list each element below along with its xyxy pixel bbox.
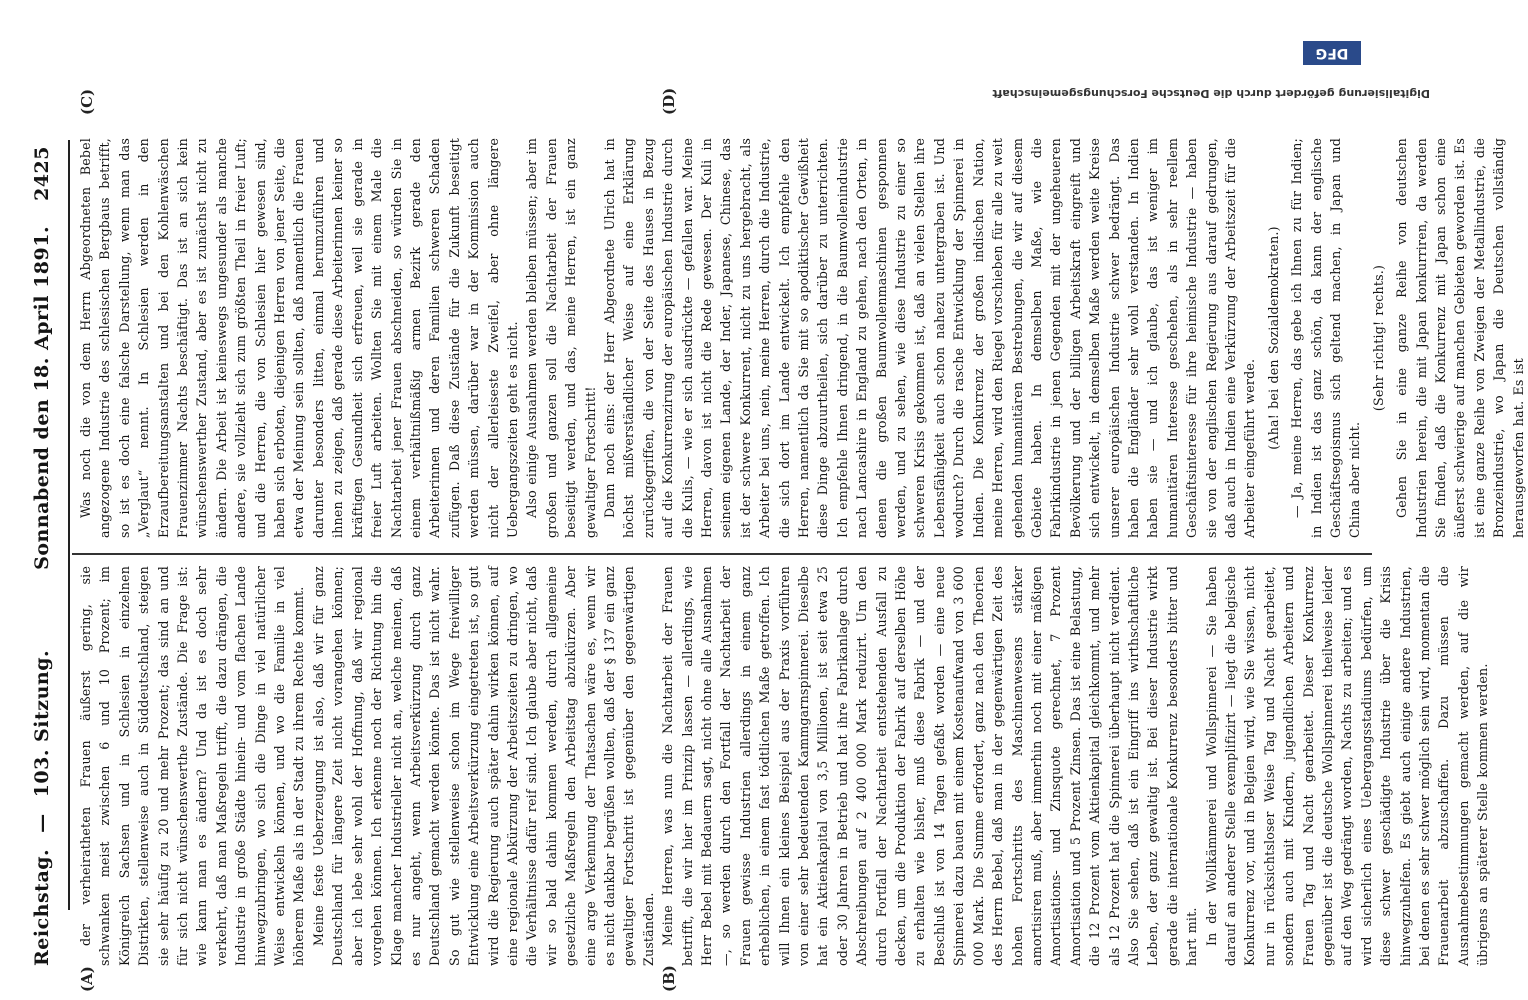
paragraph: der verheiratheten Frauen äußerst gering, sie schwanken meist zwischen 6 und 10 Prozent; im Königreich Sachsen und in Schlesien in einzelnen Distrikten, stellenweise auch in Süddeutschland, steigen sie sehr häufig zu 20 und mehr Prozent; das sind an und für sich nicht wünschenswerthe Zustände. Die Frage ist: wie kann man es ändern? Und da ist es doch sehr verkehrt, daß man Maßregeln trifft, die dazu drängen, die Industrie in große Städte hinein- und vom flachen Lande hinwegzubringen, wo sich die Dinge in viel natürlicher Weise entwickeln können, und wo die Familie in viel höherem Maße als in der Stadt zu ihrem Rechte kommt.	[78, 566, 307, 966]
dfg-logo: DFG	[1303, 41, 1361, 65]
interjection: (Aha! bei den Sozialdemokraten.)	[1265, 226, 1281, 450]
right-text-column	[76, 137, 1526, 538]
paragraph: Gehen Sie in eine ganze Reihe von deutschen Industrien herein, die mit Japan konkurriren, da werden Sie finden, daß die Konkurrenz mit Japan schon eine äußerst schwierige auf manchen Gebieten geworden ist. Es ist eine ganze Reihe von Zweigen der Metallindustrie, die Bronzeindustrie, wo Japan die Deutschen vollständig herausgeworfen hat. Es ist	[1394, 138, 1526, 538]
margin-marker-c: (C)	[78, 88, 96, 115]
header-separator: —	[31, 813, 53, 833]
header-rule	[68, 140, 70, 910]
page-header	[22, 146, 62, 966]
paragraph: Meine feste Ueberzeugung ist also, daß wir für ganz Deutschland für längere Zeit nicht vorangehen können; aber ich lebe sehr wohl der Hoffnung, daß wir regional vorgehen können. Ich erkenne noch der Richtung hin die Klage mancher Industrieller nicht an, welche meinen, daß es nur angeht, wenn Arbeitsverkürzung durch ganz Deutschland gemacht werden könnte. Das ist nicht wahr. So gut wie stellenweise schon im Wege freiwilliger Entwicklung eine Arbeitsverkürzung eingetreten ist, so gut wird die Regierung auch später dahin wirken können, auf eine regionale Abkürzung der Arbeitszeiten zu dringen, wo die Verhältnisse dafür reif sind. Ich glaube aber nicht, daß wir so bald dahin kommen werden, durch allgemeine gesetzliche Maßregeln den Arbeitstag abzukürzen. Aber eine arge Verkennung der Thatsachen wäre es, wenn wir es nicht dankbar begrüßen wollten, daß der § 137 ein ganz gewaltiger Fortschritt ist gegenüber den gegenwärtigen Zuständen.	[310, 566, 656, 966]
margin-marker-a: (A)	[78, 966, 96, 992]
interjection: (Sehr richtig! rechts.)	[1370, 264, 1386, 412]
paragraph: Also einige Ausnahmen werden bleiben müssen; aber im großen und ganzen soll die Nachtarbeit der Frauen beseitigt werden, und das, meine Herren, ist ein ganz gewaltiger Fortschritt!	[524, 138, 598, 538]
paragraph: — Ja, meine Herren, das gebe ich Ihnen zu für Indien; in Indien ist das ganz schön, da kann der englische Geschäftsegoismus sich geltend machen, in Japan und China aber nicht.	[1289, 138, 1363, 538]
left-text-column	[76, 566, 1491, 966]
margin-marker-d: (D)	[660, 87, 678, 115]
header-session: 103. Sitzung.	[31, 649, 53, 798]
header-date: Sonnabend den 18. April 1891.	[31, 225, 53, 570]
paragraph: In der Wollkämmerei und Wollspinnerei — Sie haben darauf an anderer Stelle exemplifizirt — liegt die belgische Konkurrenz vor, und in Belgien wird, wie Sie wissen, nicht nur in rücksichtsloser Weise Tag und Nacht gearbeitet, sondern auch mit Kindern, jugendlichen Arbeitern und Frauen Tag und Nacht gearbeitet. Dieser Konkurrenz gegenüber ist die deutsche Wollspinnerei theilweise leider auf den Weg gedrängt worden, Nachts zu arbeiten; und es wird sicherlich eines Uebergangsstadiums bedürfen, um diese schwer geschädigte Industrie über die Krisis hinwegzuhelfen. Es giebt auch einige andere Industrien, bei denen es sehr schwer möglich sein wird, momentan die Frauenarbeit abzuschaffen. Dazu müssen die Ausnahmebestimmungen gemacht werden, auf die wir übrigens an späterer Stelle kommen werden.	[1203, 566, 1491, 966]
digitization-credit: Digitalisierung gefördert durch die Deutsche Forschungsgemeinschaft	[992, 87, 1430, 100]
header-page-number: 2425	[31, 146, 53, 201]
margin-marker-b: (B)	[660, 965, 678, 992]
paragraph: Dann noch eins: der Herr Abgeordnete Ulrich hat in höchst mißverständlicher Weise auf eine Erklärung zurückgegriffen, die von der Seite des Hauses in Bezug auf die Konkurrenzirung der europäischen Industrie durch die Kulis, — wie er sich ausdrückte — gefallen war. Meine Herren, davon ist nicht die Rede gewesen. Der Kuli in seinem eigenen Lande, der Inder, Japanese, Chinese, das ist der schwere Konkurrent, nicht zu uns hergebracht, als Arbeiter bei uns, nein, meine Herren, durch die Industrie, die sich dort im Lande entwickelt. Ich empfehle den Herren, namentlich da Sie mit so apodiktischer Gewißheit diese Dinge abzuurtheilen, sich darüber zu unterrichten. Ich empfehle Ihnen dringend, in die Baumwollenindustrie nach Lancashire in England zu gehen, nach den Orten, in denen die großen Baumwollenmaschinen gesponnen werden, und zu sehen, wie diese Industrie zu einer so schweren Krisis gekommen ist, daß an vielen Stellen ihre Lebensfähigkeit auch schon nahezu untergraben ist. Und wodurch? Durch die rasche Entwicklung der Spinnerei in Indien. Die Konkurrenz der großen indischen Nation, meine Herren, wird den Riegel vorschieben für alle zu weit gehenden humanitären Bestrebungen, die wir auf diesem Gebiete haben. In demselben Maße, wie die Fabrikindustrie in jenen Gegenden mit der ungeheueren Bevölkerung und der billigen Arbeitskraft eingreift und sich entwickelt, in demselben Maße werden weite Kreise unserer europäischen Industrie schwer bedrängt. Das haben die Engländer sehr wohl verstanden. In Indien haben sie — und ich glaube, das ist weniger im humanitären Interesse geschehen, als in sehr reellem Geschäftsinteresse für ihre heimische Industrie — haben sie von der englischen Regierung aus darauf gedrungen, daß auch in Indien eine Verkürzung der Arbeitszeit für die Arbeiter eingeführt werde.	[601, 137, 1258, 538]
paragraph: Meine Herren, was nun die Nachtarbeit der Frauen betrifft, die wir hier im Prinzip lassen — allerdings, wie Herr Bebel mit Bedauern sagt, nicht ohne alle Ausnahmen —, so werden durch den Fortfall der Nachtarbeit der Frauen gewisse Industrien allerdings in einem ganz erheblichen, in einem fast tödtlichen Maße getroffen. Ich will Ihnen ein kleines Beispiel aus der Praxis vorführen von einer sehr bedeutenden Kammgarnspinnerei. Dieselbe hat ein Aktienkapital von 3,5 Millionen, ist seit etwa 25 oder 30 Jahren in Betrieb und hat ihre Fabrikanlage durch Abschreibungen auf 2 400 000 Mark reduzirt. Um den durch Fortfall der Nachtarbeit entstehenden Ausfall zu decken, um die Produktion der Fabrik auf derselben Höhe zu erhalten wie bisher, muß diese Fabrik — und der Beschluß ist von 14 Tagen gefaßt worden — eine neue Spinnerei dazu bauen mit einem Kostenaufwand von 3 600 000 Mark. Die Summe erfordert, ganz nach den Theorien des Herrn Bebel, daß man in der gegenwärtigen Zeit des hohen Fortschritts des Maschinenwesens stärker amortisiren muß, aber immerhin noch mit einer mäßigen Amortisations- und Zinsquote gerechnet, 7 Prozent Amortisation und 5 Prozent Zinsen. Das ist eine Belastung, die 12 Prozent vom Aktienkapital gleichkommt, und mehr als 12 Prozent hat die Spinnerei überhaupt nicht verdient. Also Sie sehen, daß ist ein Eingriff ins wirthschaftliche Leben, der ganz gewaltig ist. Bei dieser Industrie wirkt gerade die internationale Konkurrenz besonders bitter und hart mit.	[660, 566, 1200, 966]
header-title: Reichstag.	[31, 848, 53, 966]
column-divider	[72, 553, 1372, 555]
paragraph: Was noch die von dem Herrn Abgeordneten Bebel angezogene Industrie des schlesischen Bergbaus betrifft, so ist es doch eine falsche Darstellung, wenn man das „Verglaut“ nennt. In Schlesien werden in den Erzaufbereitungsanstalten und bei den Kohlenwäschen Frauenzimmer Nachts beschäftigt. Das ist an sich kein wünschenswerther Zustand, aber es ist zunächst nicht zu ändern. Die Arbeit ist keineswegs ungesunder als manche andere, sie vollzieht sich zum größten Theil in freier Luft; und die Herren, die von Schlesien hier gewesen sind, haben sich erboten, diejenigen Herren von jener Seite, die etwa der Meinung sein sollten, daß namentlich die Frauen darunter besonders litten, einmal herumzuführen und ihnen zu zeigen, daß gerade diese Arbeiterinnen keiner so kräftigen Gesundheit sich erfreuen, weil sie gerade in freier Luft arbeiten. Wollten Sie mit einem Male die Nachtarbeit jener Frauen abschneiden, so würden Sie in einem verhältnißmäßig armen Bezirk gerade den Arbeiterinnen und deren Familien schweren Schaden zufügen. Daß diese Zustände für die Zukunft beseitigt werden müssen, darüber war in der Kommission auch nicht der allerleiseste Zweifel, aber ohne längere Uebergangszeiten geht es nicht.	[78, 138, 520, 538]
